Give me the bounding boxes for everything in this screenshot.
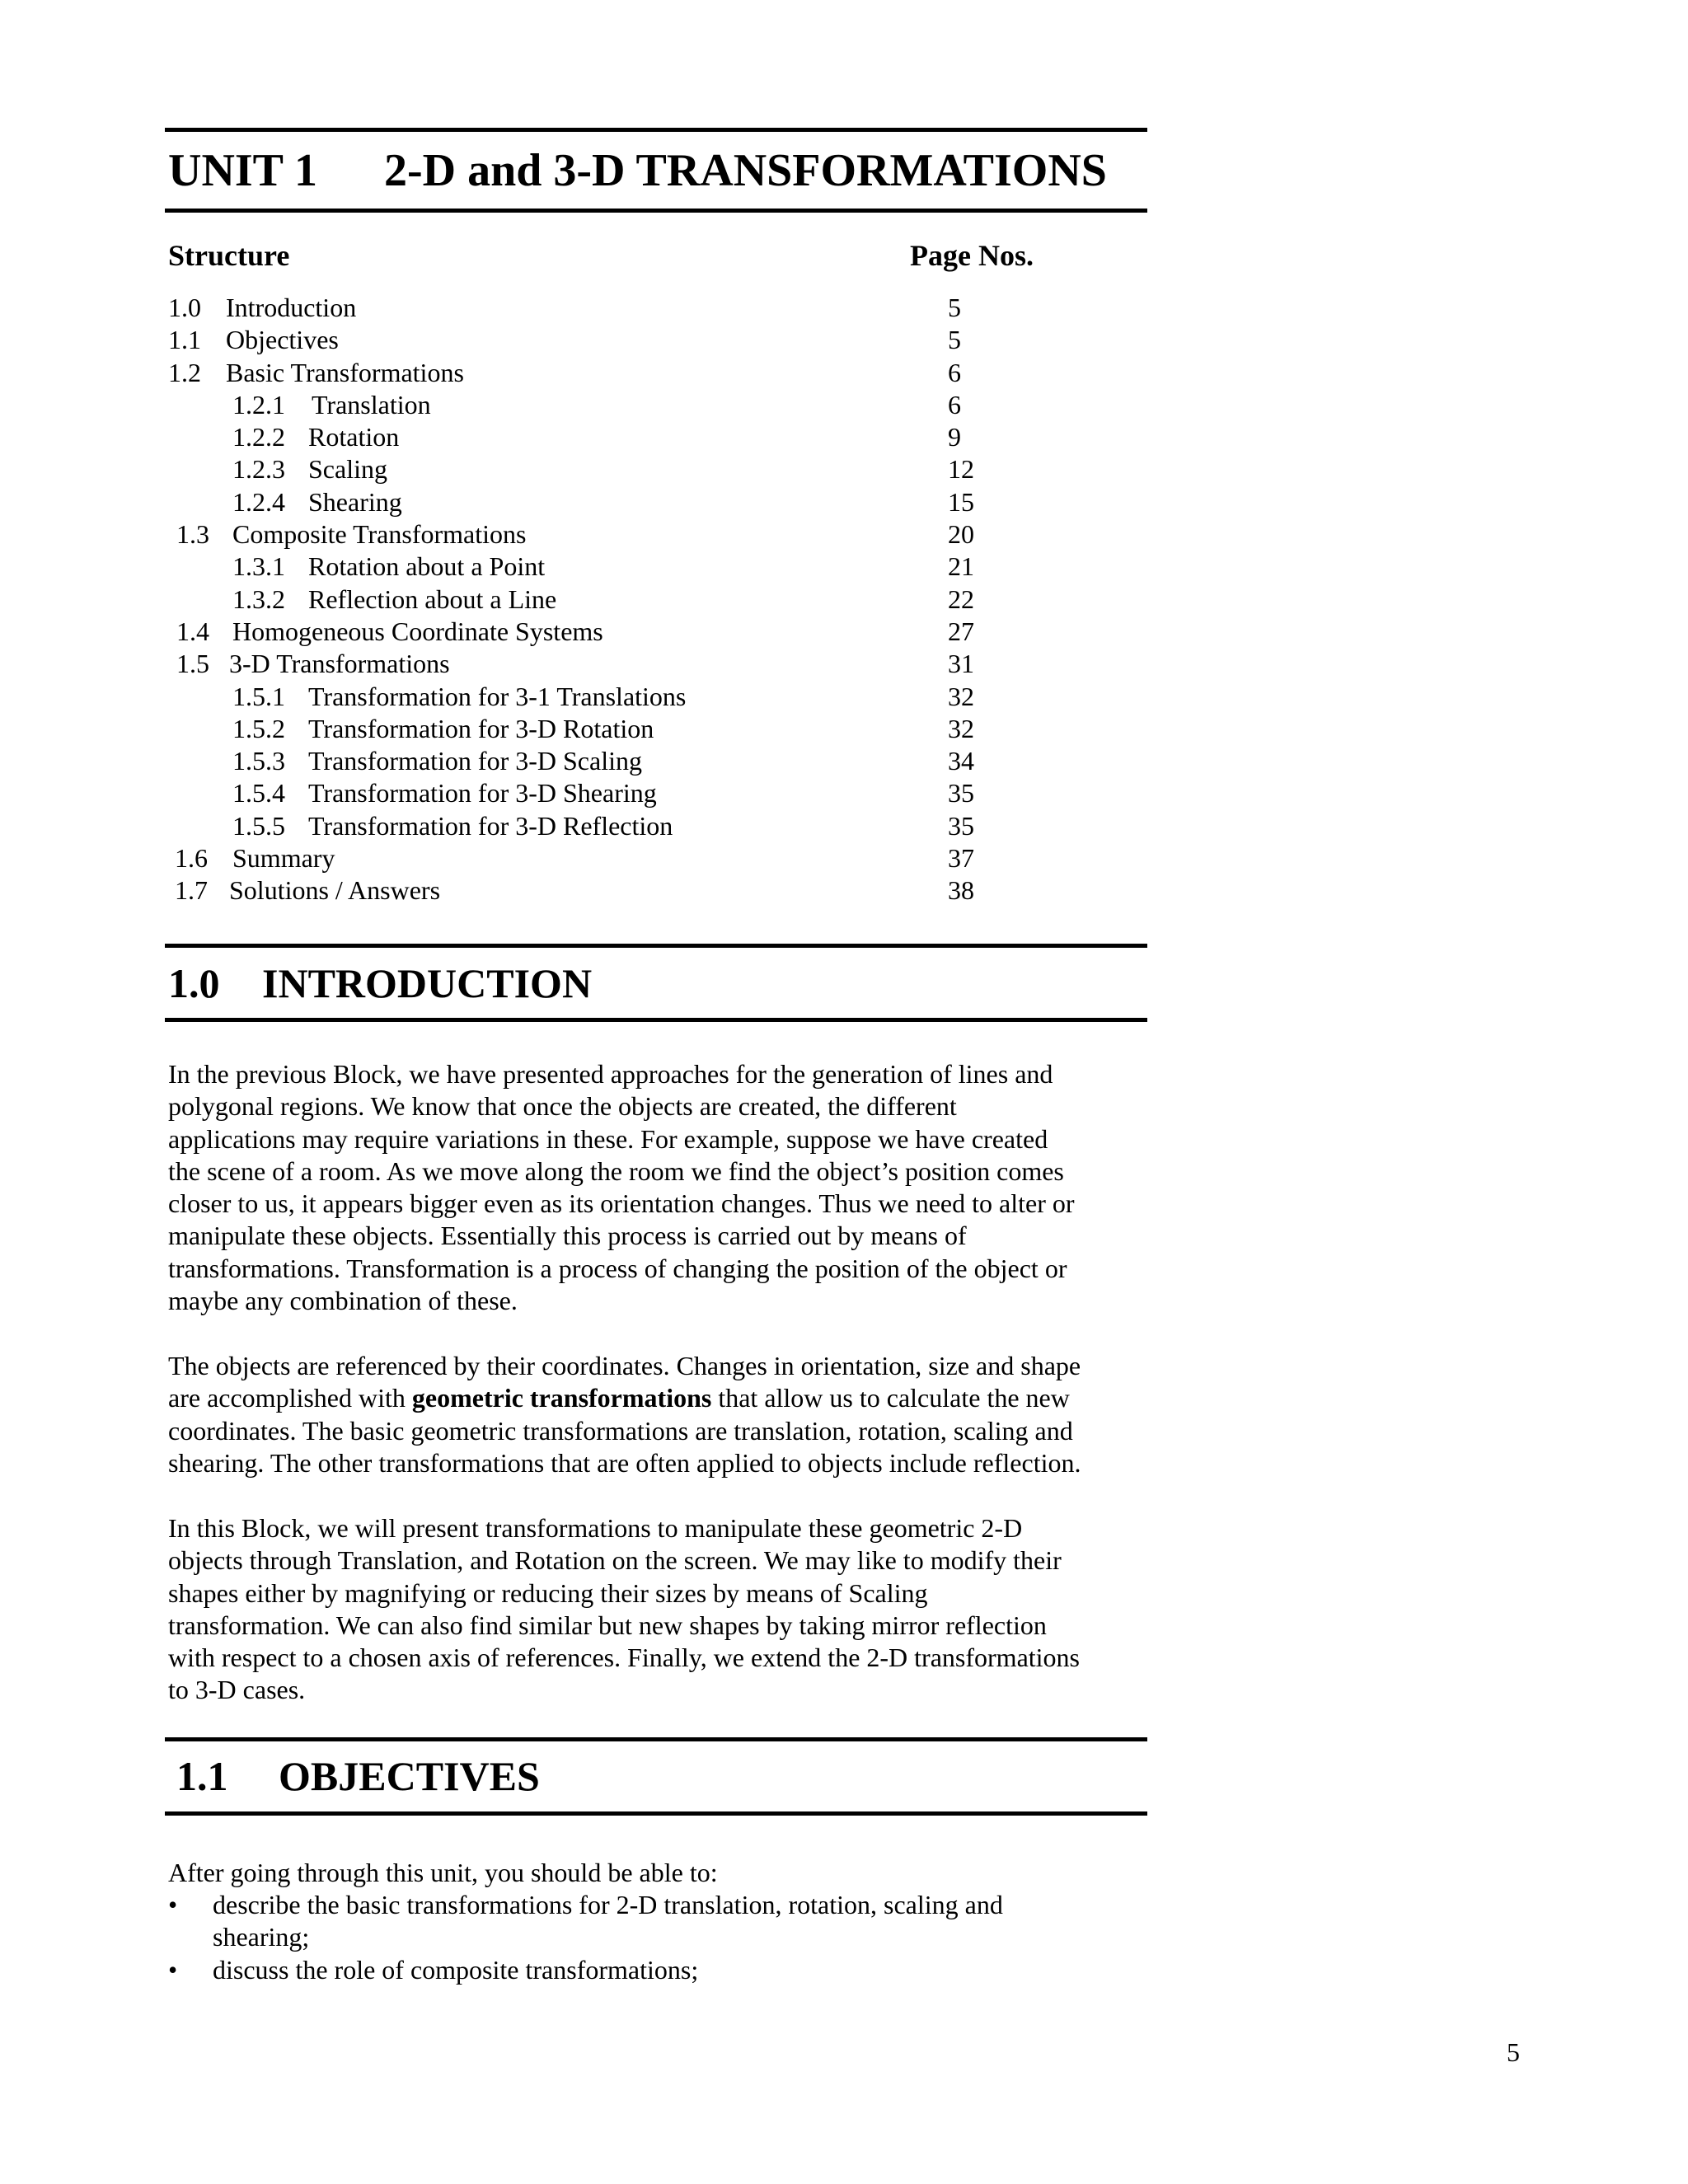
objectives-list [168, 1889, 1003, 1986]
toc-entry-number: 1.3 [176, 519, 209, 550]
toc-entry-1-2-2[interactable] [168, 421, 992, 453]
toc-entry-page: 37 [948, 843, 974, 874]
toc-entry-page: 6 [948, 389, 961, 419]
toc-entry-label: Translation [312, 389, 431, 419]
introduction-paragraph-3 [168, 1512, 1157, 1707]
toc-entry-label: Homogeneous Coordinate Systems [232, 616, 603, 646]
toc-entry-1-2-1[interactable] [168, 389, 992, 421]
toc-entry-1-2-3[interactable] [168, 453, 992, 485]
text-line: In the previous Block, we have presented approaches for the generation of lines and [168, 1059, 1053, 1089]
text-line: objects through Translation, and Rotation on the screen. We may like to modify their [168, 1545, 1062, 1576]
text-line: coordinates. The basic geometric transformations are translation, rotation, scaling and [168, 1415, 1073, 1446]
text-line [168, 1382, 1157, 1414]
toc-entry-label: Solutions / Answers [229, 875, 441, 906]
toc-page-heading: Page Nos. [910, 239, 1034, 272]
toc-entry-number: 1.1 [168, 325, 201, 355]
toc-entry-page: 5 [948, 293, 961, 322]
toc-entry-page: 35 [948, 778, 974, 808]
toc-entry-page: 12 [948, 454, 974, 485]
text-line: transformation. We can also find similar but new shapes by taking mirror reflection [168, 1610, 1047, 1640]
text-line: maybe any combination of these. [168, 1286, 518, 1316]
toc-entry-label: Reflection about a Line [308, 583, 557, 614]
toc-entry-page: 38 [948, 875, 974, 906]
toc-entry-number: 1.5.2 [232, 713, 285, 743]
toc-entry-page: 32 [948, 713, 974, 743]
toc-entry-1-2[interactable] [168, 357, 992, 389]
toc-entry-number: 1.2.3 [232, 454, 285, 485]
toc-entry-number: 1.2.4 [232, 486, 285, 517]
text-line: polygonal regions. We know that once the objects are created, the different [168, 1091, 957, 1122]
toc-entry-label: Transformation for 3-D Rotation [308, 713, 654, 743]
text-line: shearing. The other transformations that are often applied to objects include reflection. [168, 1447, 1081, 1478]
text-run: are accomplished with [168, 1383, 412, 1413]
text-line: In this Block, we will present transformations to manipulate these geometric 2-D [168, 1513, 1023, 1543]
introduction-top-rule [165, 944, 1147, 948]
text-line: shearing; [213, 1922, 310, 1952]
text-line: applications may require variations in these. For example, suppose we have created [168, 1123, 1048, 1154]
text-line: describe the basic transformations for 2-D translation, rotation, scaling and [213, 1890, 1003, 1919]
text-line: to 3-D cases. [168, 1675, 306, 1705]
toc-entry-label: Objectives [226, 325, 339, 355]
objectives-heading [176, 1749, 540, 1803]
toc-entry-label: Introduction [226, 293, 357, 322]
text-line: the scene of a room. As we move along the room we find the object’s position comes [168, 1155, 1064, 1186]
unit-label: UNIT 1 [168, 145, 318, 196]
toc-entry-page: 34 [948, 746, 974, 776]
toc-entry-1-3[interactable] [168, 518, 992, 551]
text-line: The objects are referenced by their coordinates. Changes in orientation, size and shape [168, 1351, 1081, 1380]
toc-entry-number: 1.6 [175, 843, 208, 874]
toc-entry-number: 1.3.1 [232, 551, 285, 582]
bullet-icon: • [168, 1954, 178, 1985]
bullet-icon: • [168, 1890, 178, 1919]
toc-entry-number: 1.2.1 [232, 389, 285, 419]
toc-entry-label: Transformation for 3-D Shearing [308, 778, 657, 808]
text-line: shapes either by magnifying or reducing their sizes by means of Scaling [168, 1577, 928, 1608]
toc-entry-label: Transformation for 3-D Reflection [308, 810, 673, 841]
toc-heading: Structure [168, 239, 290, 272]
toc-entry-label: Rotation [308, 422, 400, 452]
toc-entry-label: 3-D Transformations [229, 649, 450, 679]
toc-entry-number: 1.5.3 [232, 746, 285, 776]
unit-title-top-rule [165, 128, 1147, 132]
toc-entry-page: 5 [948, 325, 961, 355]
text-line: with respect to a chosen axis of references. Finally, we extend the 2-D transformations [168, 1643, 1080, 1673]
toc-entry-number: 1.5 [176, 649, 209, 679]
toc-entry-1-2-4[interactable] [168, 486, 992, 518]
toc-entry-number: 1.2 [168, 357, 201, 387]
text-line: manipulate these objects. Essentially this process is carried out by means of [168, 1221, 967, 1251]
list-item [168, 1954, 1003, 1986]
toc-entry-label: Transformation for 3-D Scaling [308, 746, 642, 776]
toc-entry-label: Scaling [308, 454, 387, 485]
toc-entry-label: Summary [232, 843, 335, 874]
toc-entry-label: Transformation for 3-1 Translations [308, 681, 687, 711]
objectives-bottom-rule [165, 1811, 1147, 1816]
text-line: discuss the role of composite transformations; [213, 1954, 699, 1985]
toc-entry-1-5[interactable] [168, 648, 992, 680]
toc-entry-page: 31 [948, 649, 974, 679]
page-number: 5 [1507, 2037, 1520, 2067]
toc-entry-1-0[interactable] [168, 292, 992, 324]
toc-entry-page: 21 [948, 551, 974, 582]
toc-entry-page: 35 [948, 810, 974, 841]
toc-entry-1-5-2[interactable] [168, 713, 992, 745]
toc-entry-page: 22 [948, 583, 974, 614]
table-of-contents [168, 292, 992, 907]
text-line: transformations. Transformation is a process of changing the position of the object or [168, 1253, 1067, 1283]
toc-entry-1-7[interactable] [168, 874, 992, 907]
toc-entry-label: Composite Transformations [232, 519, 527, 550]
toc-entry-1-3-2[interactable] [168, 583, 992, 616]
toc-entry-1-4[interactable] [168, 616, 992, 648]
toc-entry-1-5-1[interactable] [168, 681, 992, 713]
objectives-top-rule [165, 1737, 1147, 1741]
toc-entry-page: 27 [948, 616, 974, 646]
introduction-paragraph-2 [168, 1350, 1157, 1479]
toc-entry-number: 1.7 [175, 875, 208, 906]
toc-entry-label: Basic Transformations [226, 357, 464, 387]
toc-entry-1-5-3[interactable] [168, 745, 992, 777]
toc-entry-page: 15 [948, 486, 974, 517]
toc-entry-number: 1.5.5 [232, 810, 285, 841]
toc-entry-page: 9 [948, 422, 961, 452]
objectives-number: 1.1 [176, 1753, 228, 1799]
introduction-bottom-rule [165, 1018, 1147, 1022]
objectives-intro: After going through this unit, you should be able to: [168, 1858, 718, 1887]
toc-entry-page: 6 [948, 357, 961, 387]
text-run: that allow us to calculate the new [711, 1383, 1070, 1413]
toc-entry-number: 1.3.2 [232, 583, 285, 614]
objectives-title: OBJECTIVES [279, 1753, 540, 1799]
introduction-heading [168, 956, 592, 1010]
introduction-number: 1.0 [168, 960, 220, 1006]
introduction-paragraph-1 [168, 1058, 1157, 1317]
introduction-title: INTRODUCTION [262, 960, 593, 1006]
toc-entry-page: 32 [948, 681, 974, 711]
toc-entry-1-5-4[interactable] [168, 777, 992, 809]
toc-entry-number: 1.4 [176, 616, 209, 646]
toc-entry-number: 1.0 [168, 293, 201, 322]
toc-entry-label: Rotation about a Point [308, 551, 546, 582]
unit-title-bottom-rule [165, 209, 1147, 213]
toc-entry-number: 1.5.1 [232, 681, 285, 711]
text-line: closer to us, it appears bigger even as its orientation changes. Thus we need to alter or [168, 1188, 1075, 1219]
toc-entry-number: 1.5.4 [232, 778, 285, 808]
toc-entry-label: Shearing [308, 486, 402, 517]
list-item [168, 1889, 1003, 1954]
toc-entry-number: 1.2.2 [232, 422, 285, 452]
toc-entry-page: 20 [948, 519, 974, 550]
toc-entry-1-3-1[interactable] [168, 551, 992, 583]
toc-entry-1-5-5[interactable] [168, 810, 992, 842]
unit-title [168, 138, 1107, 203]
bold-term-geometric-transformations: geometric transformations [411, 1383, 712, 1413]
unit-title-text: 2-D and 3-D TRANSFORMATIONS [384, 145, 1107, 196]
toc-entry-1-1[interactable] [168, 324, 992, 356]
toc-entry-1-6[interactable] [168, 842, 992, 874]
